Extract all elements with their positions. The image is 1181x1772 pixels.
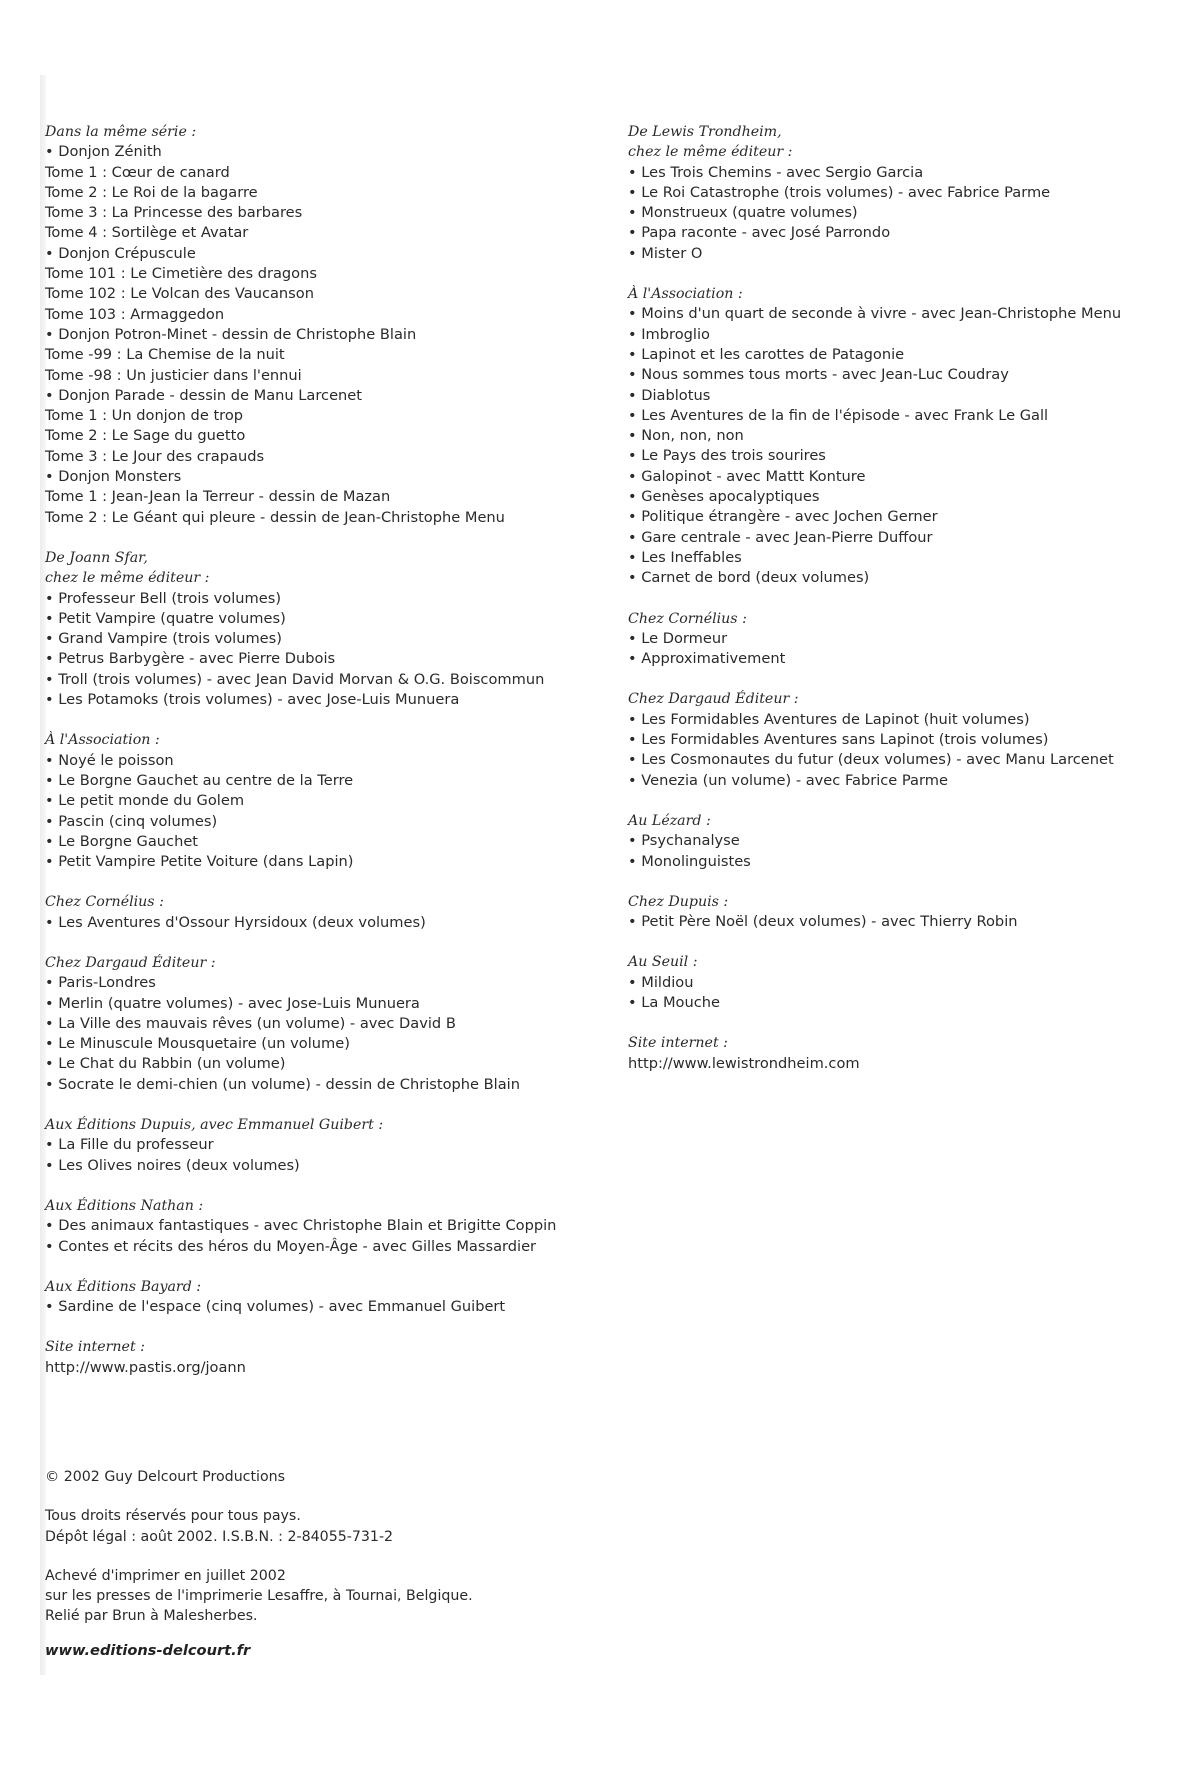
- list-item: • Le Pays des trois sourires: [628, 447, 826, 465]
- section-heading: De Lewis Trondheim,: [628, 124, 782, 140]
- list-item: • Le Dormeur: [628, 629, 728, 647]
- rights-line: Tous droits réservés pour tous pays.: [45, 1508, 301, 1525]
- list-item: Tome -98 : Un justicier dans l'ennui: [45, 366, 302, 384]
- list-item: • Diablotus: [628, 386, 711, 404]
- bibliography-section: [628, 1033, 1168, 1074]
- list-item: • Petit Vampire Petite Voiture (dans Lapin): [45, 853, 354, 871]
- copyright-block: [45, 1467, 745, 1487]
- section-heading: Site internet :: [45, 1339, 145, 1356]
- list-item: Tome 2 : Le Roi de la bagarre: [45, 183, 258, 201]
- list-item: • La Mouche: [628, 993, 720, 1011]
- list-item: • Professeur Bell (trois volumes): [45, 589, 282, 607]
- bibliography-section: [628, 284, 1168, 588]
- copyright-line: © 2002 Guy Delcourt Productions: [45, 1469, 286, 1485]
- bibliography-section: [45, 1196, 585, 1257]
- section-heading: À l'Association :: [628, 286, 743, 303]
- list-item: Tome 101 : Le Cimetière des dragons: [45, 265, 317, 283]
- list-item: Tome 1 : Un donjon de trop: [45, 407, 244, 425]
- list-item: • Le Borgne Gauchet au centre de la Terre: [45, 771, 354, 789]
- list-item: • Venezia (un volume) - avec Fabrice Parme: [628, 771, 948, 789]
- list-item: • La Fille du professeur: [45, 1136, 214, 1154]
- list-item: • Le Roi Catastrophe (trois volumes) - avec Fabrice Parme: [628, 183, 1051, 201]
- list-item: • Les Trois Chemins - avec Sergio Garcia: [628, 163, 924, 181]
- list-item: Tome 2 : Le Géant qui pleure - dessin de Jean-Christophe Menu: [45, 508, 505, 526]
- list-item: • Les Formidables Aventures de Lapinot (huit volumes): [628, 710, 1030, 728]
- left-column: [45, 122, 585, 1398]
- list-item: • Galopinot - avec Mattt Konture: [628, 467, 866, 485]
- bibliography-section: [45, 1277, 585, 1318]
- section-heading: Au Lézard :: [628, 812, 711, 829]
- list-item: • Psychanalyse: [628, 832, 740, 850]
- list-item: • Papa raconte - avec José Parrondo: [628, 224, 891, 242]
- section-heading: chez le même éditeur :: [45, 570, 210, 587]
- bibliography-section: [45, 953, 585, 1095]
- printing-block: [45, 1566, 745, 1627]
- section-heading: Chez Cornélius :: [628, 610, 747, 627]
- bibliography-section: [628, 609, 1168, 670]
- legal-deposit-line: Dépôt légal : août 2002. I.S.B.N. : 2-84055-731-2: [45, 1528, 394, 1545]
- list-item: • Donjon Monsters: [45, 468, 182, 486]
- section-heading: Dans la même série :: [45, 124, 197, 140]
- list-item: http://www.lewistrondheim.com: [628, 1054, 860, 1072]
- list-item: • Les Aventures de la fin de l'épisode - avec Frank Le Gall: [628, 406, 1049, 424]
- bibliography-section: [628, 689, 1168, 790]
- section-heading: Chez Dargaud Éditeur :: [45, 954, 216, 971]
- section-heading: Au Seuil :: [628, 954, 698, 971]
- list-item: • La Ville des mauvais rêves (un volume) - avec David B: [45, 1014, 456, 1032]
- list-item: • Donjon Zénith: [45, 143, 162, 161]
- list-item: • Nous sommes tous morts - avec Jean-Luc Coudray: [628, 366, 1009, 384]
- list-item: • Mister O: [628, 244, 703, 262]
- list-item: • Monstrueux (quatre volumes): [628, 204, 858, 222]
- list-item: • Grand Vampire (trois volumes): [45, 630, 282, 648]
- colophon: [45, 1467, 745, 1646]
- section-heading: Chez Cornélius :: [45, 894, 164, 911]
- list-item: http://www.pastis.org/joann: [45, 1358, 246, 1376]
- list-item: Tome -99 : La Chemise de la nuit: [45, 346, 285, 364]
- list-item: • Imbroglio: [628, 325, 710, 343]
- binding-line: Relié par Brun à Malesherbes.: [45, 1608, 258, 1625]
- publisher-website: www.editions-delcourt.fr: [45, 1642, 251, 1659]
- list-item: • Genèses apocalyptiques: [628, 488, 820, 506]
- section-heading: Aux Éditions Dupuis, avec Emmanuel Guibert :: [45, 1117, 384, 1134]
- list-item: • Approximativement: [628, 650, 786, 668]
- list-item: Tome 4 : Sortilège et Avatar: [45, 224, 249, 242]
- list-item: • Carnet de bord (deux volumes): [628, 569, 870, 587]
- bibliography-section: [45, 892, 585, 933]
- list-item: • Monolinguistes: [628, 852, 751, 870]
- list-item: • Les Formidables Aventures sans Lapinot (trois volumes): [628, 731, 1049, 749]
- list-item: • Troll (trois volumes) - avec Jean David Morvan & O.G. Boiscommun: [45, 670, 545, 688]
- list-item: • Petrus Barbygère - avec Pierre Dubois: [45, 650, 336, 668]
- bibliography-section: [45, 548, 585, 710]
- right-column: [628, 122, 1168, 1094]
- bibliography-section: [628, 811, 1168, 872]
- bibliography-section: [45, 1115, 585, 1176]
- list-item: • Le petit monde du Golem: [45, 792, 245, 810]
- list-item: Tome 3 : La Princesse des barbares: [45, 204, 303, 222]
- list-item: • Les Potamoks (trois volumes) - avec Jose-Luis Munuera: [45, 691, 460, 709]
- list-item: • Contes et récits des héros du Moyen-Âge - avec Gilles Massardier: [45, 1237, 537, 1255]
- list-item: • Petit Père Noël (deux volumes) - avec Thierry Robin: [628, 913, 1018, 931]
- list-item: • Des animaux fantastiques - avec Christophe Blain et Brigitte Coppin: [45, 1217, 557, 1235]
- bibliography-section: [45, 122, 585, 528]
- section-heading: De Joann Sfar,: [45, 549, 148, 566]
- section-heading: Aux Éditions Nathan :: [45, 1197, 204, 1214]
- list-item: • Petit Vampire (quatre volumes): [45, 609, 286, 627]
- list-item: Tome 1 : Cœur de canard: [45, 163, 230, 181]
- list-item: • Mildiou: [628, 973, 694, 991]
- list-item: • Pascin (cinq volumes): [45, 812, 218, 830]
- section-heading: Chez Dargaud Éditeur :: [628, 691, 799, 708]
- list-item: • Les Cosmonautes du futur (deux volumes) - avec Manu Larcenet: [628, 751, 1114, 769]
- list-item: Tome 102 : Le Volcan des Vaucanson: [45, 285, 314, 303]
- list-item: • Sardine de l'espace (cinq volumes) - avec Emmanuel Guibert: [45, 1298, 506, 1316]
- section-heading: Site internet :: [628, 1035, 728, 1052]
- list-item: • Merlin (quatre volumes) - avec Jose-Luis Munuera: [45, 994, 420, 1012]
- bibliography-section: [628, 122, 1168, 264]
- section-heading: Chez Dupuis :: [628, 893, 729, 910]
- bibliography-section: [45, 730, 585, 872]
- list-item: • Noyé le poisson: [45, 751, 174, 769]
- list-item: Tome 3 : Le Jour des crapauds: [45, 447, 265, 465]
- list-item: • Politique étrangère - avec Jochen Gerner: [628, 508, 938, 526]
- list-item: • Les Olives noires (deux volumes): [45, 1156, 300, 1174]
- printer-line: sur les presses de l'imprimerie Lesaffre, à Tournai, Belgique.: [45, 1588, 473, 1605]
- rights-block: [45, 1506, 745, 1547]
- list-item: • Le Borgne Gauchet: [45, 832, 199, 850]
- list-item: • Non, non, non: [628, 427, 744, 445]
- list-item: • Les Ineffables: [628, 548, 742, 566]
- list-item: • Paris-Londres: [45, 974, 156, 992]
- list-item: • Lapinot et les carottes de Patagonie: [628, 345, 905, 363]
- list-item: • Donjon Parade - dessin de Manu Larcenet: [45, 386, 363, 404]
- bibliography-section: [45, 1337, 585, 1378]
- list-item: • Les Aventures d'Ossour Hyrsidoux (deux volumes): [45, 913, 426, 931]
- section-heading: À l'Association :: [45, 732, 160, 749]
- section-heading: Aux Éditions Bayard :: [45, 1278, 202, 1295]
- section-heading: chez le même éditeur :: [628, 144, 793, 161]
- list-item: • Socrate le demi-chien (un volume) - dessin de Christophe Blain: [45, 1075, 520, 1093]
- bibliography-section: [628, 892, 1168, 933]
- list-item: • Le Chat du Rabbin (un volume): [45, 1055, 286, 1073]
- list-item: Tome 103 : Armaggedon: [45, 305, 225, 323]
- list-item: Tome 2 : Le Sage du guetto: [45, 427, 246, 445]
- list-item: Tome 1 : Jean-Jean la Terreur - dessin de Mazan: [45, 488, 391, 506]
- list-item: • Gare centrale - avec Jean-Pierre Duffour: [628, 528, 933, 546]
- list-item: • Donjon Potron-Minet - dessin de Christophe Blain: [45, 325, 417, 343]
- list-item: • Moins d'un quart de seconde à vivre - avec Jean-Christophe Menu: [628, 305, 1122, 323]
- bibliography-section: [628, 952, 1168, 1013]
- list-item: • Le Minuscule Mousquetaire (un volume): [45, 1035, 350, 1053]
- printing-date-line: Achevé d'imprimer en juillet 2002: [45, 1567, 286, 1584]
- list-item: • Donjon Crépuscule: [45, 244, 196, 262]
